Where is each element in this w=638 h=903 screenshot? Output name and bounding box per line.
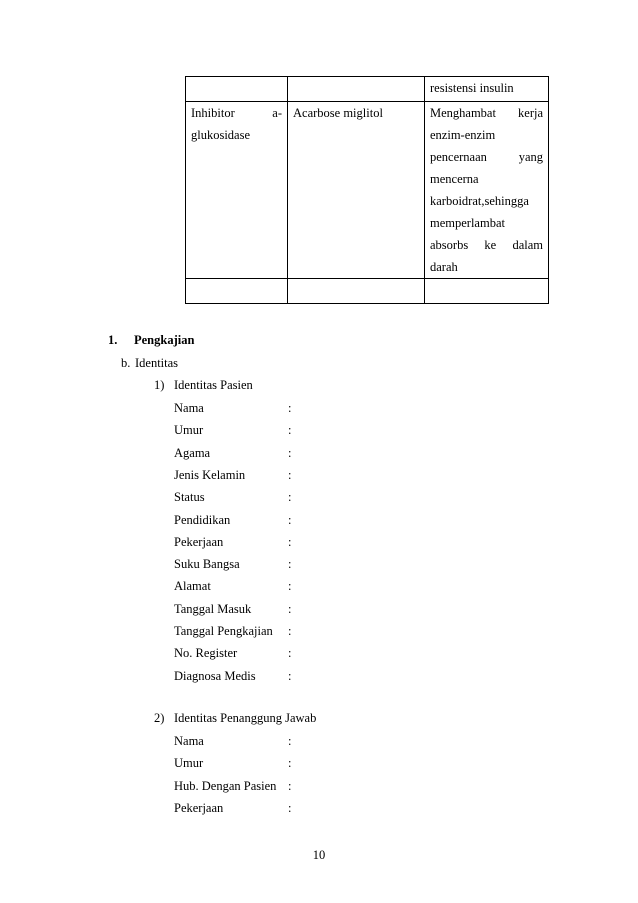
section-heading — [108, 333, 194, 348]
subsection-title: Identitas — [135, 356, 179, 370]
field-label: Hub. Dengan Pasien — [174, 778, 277, 793]
field-colon: : — [288, 624, 292, 638]
mechanism-word: Menghambat — [430, 106, 496, 120]
mechanism-line — [430, 168, 543, 190]
drug-table — [185, 76, 549, 304]
field-colon: : — [288, 646, 292, 661]
field-label: Tanggal Masuk — [174, 601, 252, 616]
field-label: Umur — [174, 756, 204, 771]
field-label: Pendidikan — [174, 512, 231, 527]
section-number: 1. — [108, 333, 118, 347]
table-row — [186, 102, 549, 279]
field-colon: : — [288, 668, 292, 683]
page-number: 10 — [312, 848, 326, 862]
field-label: Agama — [174, 445, 211, 460]
field-colon: : — [288, 423, 292, 438]
mechanism-line — [430, 234, 543, 256]
form-field-row — [174, 797, 291, 819]
drug-names-cell — [288, 102, 425, 279]
field-colon: : — [288, 734, 292, 748]
form-field-row — [174, 575, 291, 597]
form-field-row — [174, 665, 291, 687]
mechanism-word: enzim-enzim — [430, 128, 496, 142]
field-label: No. Register — [174, 646, 238, 661]
field-colon: : — [288, 601, 292, 616]
field-colon: : — [288, 490, 292, 505]
mechanism-line — [430, 256, 543, 278]
mechanism-word: mencerna — [430, 172, 479, 186]
form-field-row — [174, 730, 291, 752]
field-label: Status — [174, 490, 205, 505]
form-field-row — [174, 752, 291, 774]
group-title: Identitas Penanggung Jawab — [174, 711, 317, 725]
form-field-row — [174, 598, 291, 620]
field-colon: : — [288, 800, 292, 815]
section-title: Pengkajian — [134, 333, 195, 347]
group-number: 2) — [154, 711, 165, 725]
field-label: Alamat — [174, 579, 211, 594]
mechanism-word: absorbs — [430, 238, 469, 252]
group-title-guardian — [154, 711, 316, 726]
form-field-row — [174, 775, 291, 797]
form-field-row — [174, 620, 291, 642]
field-colon: : — [288, 534, 292, 549]
field-label: Suku Bangsa — [174, 557, 240, 572]
table-row — [186, 279, 549, 304]
table-cell — [425, 279, 549, 304]
group-number: 1) — [154, 378, 165, 392]
form-field-row — [174, 509, 291, 531]
mechanism-word: dalam — [512, 238, 543, 252]
form-field-row — [174, 397, 291, 419]
form-field-row — [174, 464, 291, 486]
field-label: Umur — [174, 423, 204, 438]
drug-class-word: a- — [272, 106, 282, 120]
field-colon: : — [288, 401, 292, 415]
drug-class-cell — [186, 102, 288, 279]
field-colon: : — [288, 756, 292, 771]
field-label: Diagnosa Medis — [174, 668, 256, 683]
field-colon: : — [288, 445, 292, 460]
subsection-heading — [121, 356, 178, 371]
mechanism-word: memperlambat — [430, 216, 505, 230]
subsection-number: b. — [121, 356, 131, 370]
mechanism-word: kerja — [518, 106, 543, 120]
mechanism-word: darah — [430, 260, 458, 274]
mechanism-word: pencernaan — [430, 150, 487, 164]
mechanism-word: ke — [484, 238, 497, 252]
table-cell — [288, 279, 425, 304]
drug-class-line: glukosidase — [191, 128, 251, 142]
mechanism-line — [430, 212, 543, 234]
field-colon: : — [288, 467, 292, 482]
group-title: Identitas Pasien — [174, 378, 253, 392]
form-field-row — [174, 531, 291, 553]
field-label: Jenis Kelamin — [174, 467, 246, 482]
drug-names: Acarbose miglitol — [293, 106, 383, 120]
mechanism-cell — [425, 102, 549, 279]
mechanism-line — [430, 146, 543, 168]
field-label: Tanggal Pengkajian — [174, 624, 273, 638]
cell-text: resistensi insulin — [430, 81, 514, 95]
field-label: Nama — [174, 734, 204, 748]
table-cell — [186, 77, 288, 102]
drug-class-line — [191, 102, 282, 124]
group-title-patient — [154, 378, 253, 393]
mechanism-line — [430, 102, 543, 124]
field-label: Nama — [174, 401, 204, 415]
form-field-row — [174, 486, 291, 508]
form-field-row — [174, 553, 291, 575]
field-colon: : — [288, 579, 292, 594]
drug-class-word: Inhibitor — [191, 106, 235, 120]
table-cell — [288, 77, 425, 102]
field-colon: : — [288, 778, 292, 793]
field-label: Pekerjaan — [174, 534, 224, 549]
field-colon: : — [288, 557, 292, 572]
field-colon: : — [288, 512, 292, 527]
form-field-row — [174, 642, 291, 664]
form-field-row — [174, 442, 291, 464]
mechanism-line — [430, 190, 543, 212]
mechanism-line — [430, 124, 543, 146]
table-cell — [425, 77, 549, 102]
table-row — [186, 77, 549, 102]
table-cell — [186, 279, 288, 304]
mechanism-word: yang — [518, 150, 543, 164]
field-label: Pekerjaan — [174, 800, 224, 815]
form-field-row — [174, 419, 291, 441]
mechanism-word: karboidrat,sehingga — [430, 194, 529, 208]
